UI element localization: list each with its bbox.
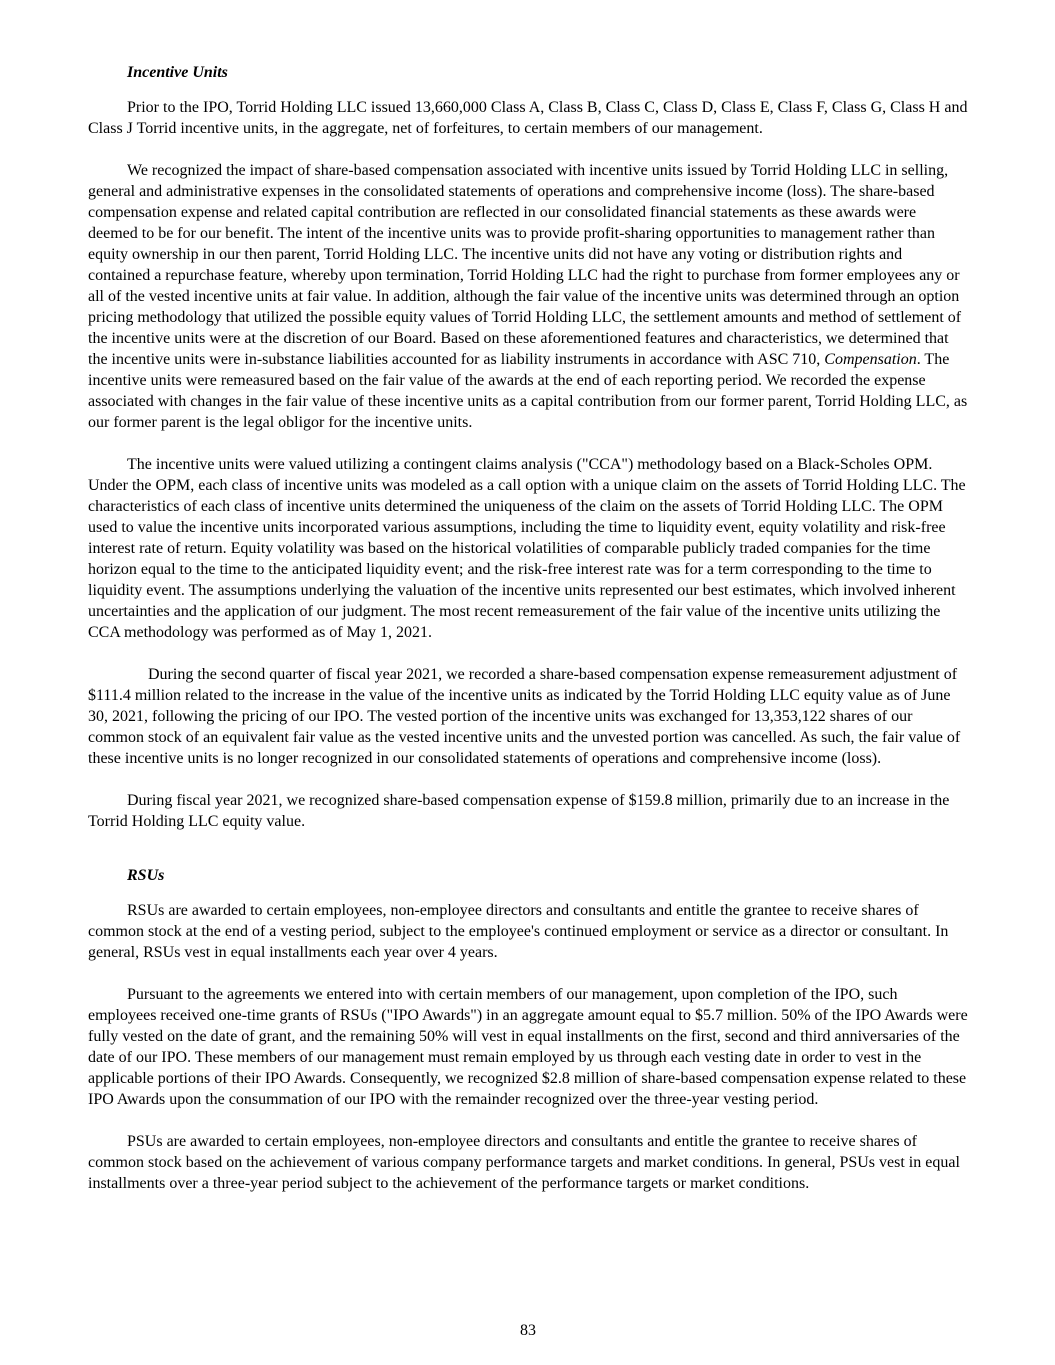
- italic-term-compensation: Compensation: [824, 351, 917, 368]
- section-heading-rsus: RSUs: [127, 867, 165, 884]
- paragraph-q2-remeasurement-adjustment: During the second quarter of fiscal year 2021, we recorded a share-based compensation expense remeasurement adjustment of $111.4 million related to the increase in the value of the incentive units as indicated by the Torrid Holding LLC equity value as of June 30, 2021, following the pricing of our IPO. The vested portion of the incentive units was exchanged for 13,353,122 shares of our common stock of an equivalent fair value as the vested incentive units and the unvested portion was cancelled. As such, the fair value of these incentive units is no longer recognized in our consolidated statements of operations and comprehensive income (loss).: [88, 666, 961, 767]
- paragraph-share-based-comp-recognition: [88, 160, 968, 433]
- paragraph-text-after-italic: . The incentive units were remeasured based on the fair value of the awards at the end of each reporting period. We recorded the expense associated with changes in the fair value of these incentive units as a capital contribution from our former parent, Torrid Holding LLC, as our former parent is the legal obligor for the incentive units.: [88, 351, 968, 431]
- paragraph-prior-ipo-issuance: Prior to the IPO, Torrid Holding LLC issued 13,660,000 Class A, Class B, Class C, Class D, Class E, Class F, Class G, Class H and Class J Torrid incentive units, in the aggregate, net of forfeitures, to certain members of our management.: [88, 99, 968, 137]
- paragraph-psus-award-terms: PSUs are awarded to certain employees, non-employee directors and consultants and entitle the grantee to receive shares of common stock based on the achievement of various company performance targets and market conditions. In general, PSUs vest in equal installments over a three-year period subject to the achievement of the performance targets or market conditions.: [88, 1133, 960, 1192]
- paragraph-cca-valuation-methodology: The incentive units were valued utilizing a contingent claims analysis ("CCA") methodology based on a Black-Scholes OPM. Under the OPM, each class of incentive units was modeled as a call option with a unique claim on the assets of Torrid Holding LLC. The characteristics of each class of incentive units determined the uniqueness of the claim on the assets of Torrid Holding LLC. The OPM used to value the incentive units incorporated various assumptions, including the time to liquidity event, equity volatility and risk-free interest rate of return. Equity volatility was based on the historical volatilities of comparable publicly traded companies for the time horizon equal to the time to the anticipated liquidity event; and the risk-free interest rate was for a term corresponding to the time to liquidity event. The assumptions underlying the valuation of the incentive units represented our best estimates, which involved inherent uncertainties and the application of our judgment. The most recent remeasurement of the fair value of the incentive units utilizing the CCA methodology was performed as of May 1, 2021.: [88, 456, 966, 641]
- section-heading-incentive-units: Incentive Units: [127, 64, 228, 81]
- paragraph-rsus-award-terms: RSUs are awarded to certain employees, non-employee directors and consultants and entitle the grantee to receive shares of common stock at the end of a vesting period, subject to the employee's continued employment or service as a director or consultant. In general, RSUs vest in equal installments each year over 4 years.: [88, 902, 949, 961]
- page-number: 83: [520, 1322, 536, 1339]
- paragraph-text-before-italic: We recognized the impact of share-based compensation associated with incentive units issued by Torrid Holding LLC in selling, general and administrative expenses in the consolidated statements of operations and comprehensive income (loss). The share-based compensation expense and related capital contribution are reflected in our consolidated financial statements as these awards were deemed to be for our benefit. The intent of the incentive units was to provide profit-sharing opportunities to management rather than equity ownership in our then parent, Torrid Holding LLC. The incentive units did not have any voting or distribution rights and contained a repurchase feature, whereby upon termination, Torrid Holding LLC had the right to purchase from former employees any or all of the vested incentive units at fair value. In addition, although the fair value of the incentive units was determined through an option pricing methodology that utilized the possible equity values of Torrid Holding LLC, the settlement amounts and method of settlement of the incentive units were at the discretion of our Board. Based on these aforementioned features and characteristics, we determined that the incentive units were in-substance liabilities accounted for as liability instruments in accordance with ASC 710,: [88, 162, 962, 368]
- paragraph-ipo-awards-grants: Pursuant to the agreements we entered into with certain members of our management, upon completion of the IPO, such employees received one-time grants of RSUs ("IPO Awards") in an aggregate amount equal to $5.7 million. 50% of the IPO Awards were fully vested on the date of grant, and the remaining 50% will vest in equal installments on the first, second and third anniversaries of the date of our IPO. These members of our management must remain employed by us through each vesting date in order to vest in the applicable portions of their IPO Awards. Consequently, we recognized $2.8 million of share-based compensation expense related to these IPO Awards upon the consummation of our IPO with the remainder recognized over the three-year vesting period.: [88, 986, 968, 1108]
- paragraph-fy2021-expense: During fiscal year 2021, we recognized share-based compensation expense of $159.8 million, primarily due to an increase in the Torrid Holding LLC equity value.: [88, 792, 950, 830]
